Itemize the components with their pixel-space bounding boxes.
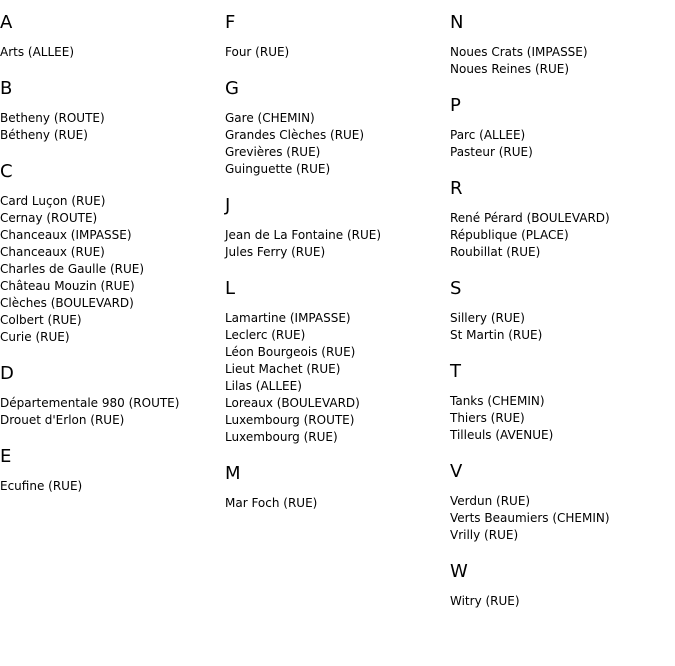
street-list: [225, 227, 450, 261]
letter-group: [225, 78, 450, 178]
street-link[interactable]: Drouet d'Erlon (RUE): [0, 413, 125, 427]
letter-group: [450, 278, 675, 344]
letter-heading: A: [0, 12, 13, 33]
street-link[interactable]: Ecufine (RUE): [0, 479, 83, 493]
letter-group: [450, 178, 675, 261]
street-link[interactable]: Grevières (RUE): [225, 145, 321, 159]
street-link[interactable]: Chanceaux (RUE): [0, 245, 105, 259]
letter-group: [0, 446, 225, 495]
street-link[interactable]: Gare (CHEMIN): [225, 111, 315, 125]
letter-heading: G: [225, 78, 239, 99]
street-link[interactable]: Jean de La Fontaine (RUE): [225, 228, 382, 242]
street-link[interactable]: Betheny (ROUTE): [0, 111, 105, 125]
letter-group: [0, 363, 225, 429]
street-list: [450, 127, 675, 161]
street-link[interactable]: Witry (RUE): [450, 594, 520, 608]
letter-group: [225, 463, 450, 512]
index-column: [0, 12, 225, 512]
letter-heading: J: [225, 195, 231, 216]
street-link[interactable]: Vrilly (RUE): [450, 528, 519, 542]
street-list: [450, 393, 675, 444]
letter-heading: F: [225, 12, 236, 33]
street-list: [450, 310, 675, 344]
street-link[interactable]: Verts Beaumiers (CHEMIN): [450, 511, 610, 525]
letter-group: [450, 12, 675, 78]
street-list: [225, 495, 450, 512]
street-link[interactable]: Parc (ALLEE): [450, 128, 526, 142]
street-link[interactable]: Loreaux (BOULEVARD): [225, 396, 360, 410]
letter-group: [225, 278, 450, 446]
letter-heading: W: [450, 561, 468, 582]
street-list: [225, 44, 450, 61]
street-link[interactable]: Cernay (ROUTE): [0, 211, 98, 225]
street-list: [225, 110, 450, 178]
street-link[interactable]: Luxembourg (RUE): [225, 430, 338, 444]
street-list: [450, 44, 675, 78]
street-link[interactable]: St Martin (RUE): [450, 328, 543, 342]
street-link[interactable]: Luxembourg (ROUTE): [225, 413, 355, 427]
street-link[interactable]: Noues Crats (IMPASSE): [450, 45, 588, 59]
street-link[interactable]: Léon Bourgeois (RUE): [225, 345, 356, 359]
street-list: [0, 193, 225, 346]
street-link[interactable]: Verdun (RUE): [450, 494, 531, 508]
letter-group: [0, 161, 225, 346]
street-link[interactable]: Bétheny (RUE): [0, 128, 88, 142]
street-list: [450, 593, 675, 610]
street-link[interactable]: Lilas (ALLEE): [225, 379, 302, 393]
street-list: [0, 110, 225, 144]
street-link[interactable]: Curie (RUE): [0, 330, 70, 344]
street-link[interactable]: Guinguette (RUE): [225, 162, 331, 176]
street-link[interactable]: Charles de Gaulle (RUE): [0, 262, 145, 276]
street-link[interactable]: Roubillat (RUE): [450, 245, 541, 259]
street-link[interactable]: Chanceaux (IMPASSE): [0, 228, 132, 242]
street-link[interactable]: Clèches (BOULEVARD): [0, 296, 134, 310]
street-link[interactable]: Noues Reines (RUE): [450, 62, 570, 76]
street-list: [450, 493, 675, 544]
street-link[interactable]: République (PLACE): [450, 228, 569, 242]
street-list: [0, 395, 225, 429]
street-link[interactable]: Jules Ferry (RUE): [225, 245, 326, 259]
letter-heading: M: [225, 463, 241, 484]
street-list: [0, 44, 225, 61]
street-link[interactable]: Thiers (RUE): [450, 411, 525, 425]
letter-heading: B: [0, 78, 13, 99]
letter-group: [450, 461, 675, 544]
letter-heading: D: [0, 363, 14, 384]
street-list: [450, 210, 675, 261]
letter-heading: R: [450, 178, 463, 199]
letter-group: [0, 12, 225, 61]
street-list: [0, 478, 225, 495]
letter-group: [450, 95, 675, 161]
street-list: [225, 310, 450, 446]
letter-heading: V: [450, 461, 463, 482]
letter-heading: C: [0, 161, 13, 182]
street-link[interactable]: Colbert (RUE): [0, 313, 82, 327]
letter-group: [225, 12, 450, 61]
street-link[interactable]: Tanks (CHEMIN): [450, 394, 545, 408]
letter-heading: P: [450, 95, 461, 116]
street-link[interactable]: Sillery (RUE): [450, 311, 525, 325]
street-link[interactable]: Arts (ALLEE): [0, 45, 75, 59]
letter-heading: L: [225, 278, 236, 299]
street-link[interactable]: Château Mouzin (RUE): [0, 279, 135, 293]
street-link[interactable]: Mar Foch (RUE): [225, 496, 318, 510]
street-link[interactable]: Leclerc (RUE): [225, 328, 306, 342]
letter-heading: S: [450, 278, 462, 299]
street-link[interactable]: Grandes Clèches (RUE): [225, 128, 365, 142]
street-link[interactable]: Lieut Machet (RUE): [225, 362, 341, 376]
street-link[interactable]: Départementale 980 (ROUTE): [0, 396, 180, 410]
street-link[interactable]: Lamartine (IMPASSE): [225, 311, 351, 325]
street-link[interactable]: Four (RUE): [225, 45, 290, 59]
street-link[interactable]: Pasteur (RUE): [450, 145, 533, 159]
street-link[interactable]: René Pérard (BOULEVARD): [450, 211, 610, 225]
street-link[interactable]: Card Luçon (RUE): [0, 194, 106, 208]
letter-group: [450, 561, 675, 610]
letter-group: [450, 361, 675, 444]
letter-group: [0, 78, 225, 144]
letter-heading: N: [450, 12, 464, 33]
index-column: [450, 12, 675, 627]
letter-heading: T: [450, 361, 461, 382]
letter-heading: E: [0, 446, 12, 467]
letter-group: [225, 195, 450, 261]
index-column: [225, 12, 450, 529]
street-link[interactable]: Tilleuls (AVENUE): [450, 428, 554, 442]
